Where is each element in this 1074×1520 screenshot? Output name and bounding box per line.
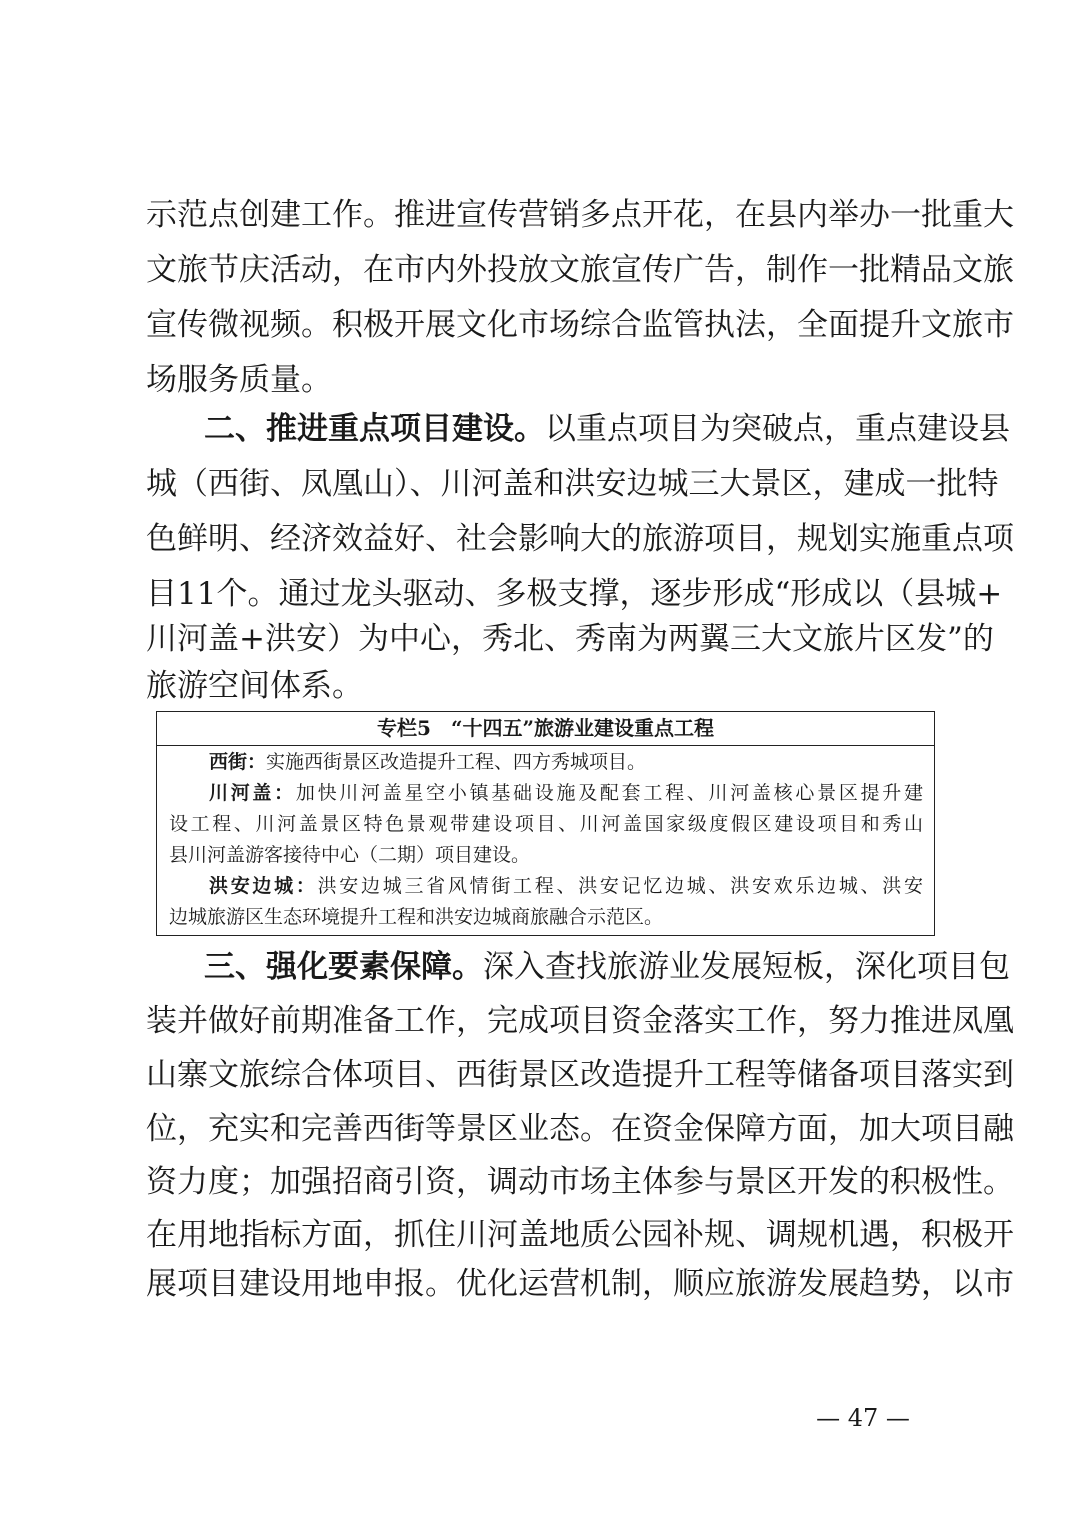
paragraph-line: 川河盖+洪安）为中心，秀北、秀南为两翼三大文旅片区发”的 — [146, 621, 994, 657]
box-line: 设工程、川河盖景区特色景观带建设项目、川河盖国家级度假区建设项目和秀山 — [169, 813, 923, 835]
section-2-text: 以重点项目为突破点，重点建设县 — [545, 411, 1010, 447]
box-line-xijie — [209, 748, 923, 777]
paragraph-line: 资力度；加强招商引资，调动市场主体参与景区开发的积极性。 — [146, 1164, 1014, 1200]
paragraph-line: 展项目建设用地申报。优化运营机制，顺应旅游发展趋势，以市 — [146, 1266, 1014, 1302]
section-3-first-line — [204, 945, 1010, 989]
feature-box — [156, 711, 935, 936]
paragraph-line: 色鲜明、经济效益好、社会影响大的旅游项目，规划实施重点项 — [146, 521, 1014, 557]
box-line: 边城旅游区生态环境提升工程和洪安边城商旅融合示范区。 — [169, 906, 664, 928]
box-line-chuanhegai — [209, 779, 923, 808]
paragraph-line: 目11个。通过龙头驱动、多极支撑，逐步形成“形成以（县城+ — [146, 576, 1003, 612]
box-line-hongan — [209, 872, 923, 901]
box-title: 专栏5 “十四五”旅游业建设重点工程 — [157, 712, 934, 746]
box-text-hongan: 洪安边城三省风情街工程、洪安记忆边城、洪安欢乐边城、洪安 — [317, 875, 923, 897]
paragraph-line: 山寨文旅综合体项目、西街景区改造提升工程等储备项目落实到 — [146, 1057, 1014, 1093]
page-number: — 47 — — [816, 1404, 910, 1432]
paragraph-line: 在用地指标方面，抓住川河盖地质公园补规、调规机遇，积极开 — [146, 1217, 1014, 1253]
box-label-hongan: 洪安边城： — [209, 875, 318, 897]
box-text-xijie: 实施西街景区改造提升工程、四方秀城项目。 — [266, 751, 647, 773]
paragraph-line: 宣传微视频。积极开展文化市场综合监管执法，全面提升文旅市 — [146, 307, 1014, 343]
section-3-text: 深入查找旅游业发展短板，深化项目包 — [483, 949, 1010, 985]
box-label-chuanhegai: 川河盖： — [209, 782, 296, 804]
section-2-first-line — [204, 407, 1010, 451]
paragraph-line: 文旅节庆活动，在市内外投放文旅宣传广告，制作一批精品文旅 — [146, 252, 1014, 288]
paragraph-line: 装并做好前期准备工作，完成项目资金落实工作，努力推进凤凰 — [146, 1003, 1014, 1039]
paragraph-line: 位，充实和完善西街等景区业态。在资金保障方面，加大项目融 — [146, 1111, 1014, 1147]
box-text-chuanhegai: 加快川河盖星空小镇基础设施及配套工程、川河盖核心景区提升建 — [295, 782, 923, 804]
paragraph-line: 示范点创建工作。推进宣传营销多点开花，在县内举办一批重大 — [146, 197, 1014, 233]
paragraph-line: 城（西街、凤凰山）、川河盖和洪安边城三大景区，建成一批特 — [146, 466, 999, 502]
box-label-xijie: 西街： — [209, 751, 267, 773]
section-3-heading: 三、强化要素保障。 — [204, 949, 483, 985]
section-2-heading: 二、推进重点项目建设。 — [204, 411, 545, 447]
box-line: 县川河盖游客接待中心（二期）项目建设。 — [169, 844, 531, 866]
paragraph-line: 旅游空间体系。 — [146, 668, 363, 704]
paragraph-line: 场服务质量。 — [146, 362, 332, 398]
